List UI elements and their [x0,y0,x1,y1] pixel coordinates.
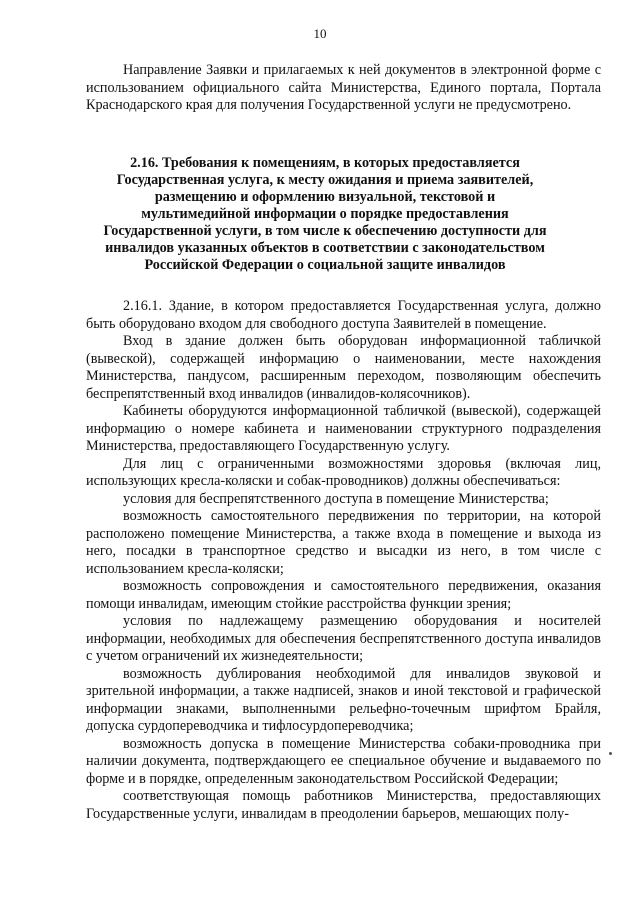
section-heading: 2.16. Требования к помещениям, в которых предоставляется Государственная услуга, к месту ожидания и приема заявителей, размещению и оформлению визуальной, текстовой и мультимедийной информации о порядке предоставления Государственной услуги, в том числе к обеспечению доступности для инвалидов указанных объектов в соответствии с законодательством Российской Федерации о социальной защите инвалидов [103,155,547,273]
page-number: 10 [313,26,327,41]
paragraph: возможность дублирования необходимой для инвалидов звуковой и зрительной информации, а также надписей, знаков и иной текстовой и графической информации знаками, выполненными рельефно-точечным шрифтом Брайля, допуска сурдопереводчика и тифлосурдопереводчика; [86,665,601,734]
paragraph: возможность самостоятельного передвижения по территории, на которой расположено помещение Министерства, а также входа в помещение и выхода из него, посадки в транспортное средство и высадки из него, в том числе с использованием кресла-коляски; [86,508,601,577]
paragraph: условия для беспрепятственного доступа в помещение Министерства; [123,490,549,507]
intro-paragraph: Направление Заявки и прилагаемых к ней документов в электронной форме с использованием официального сайта Министерства, Единого портала, Портала Краснодарского края для получения Государственной услуги не предусмотрено. [86,62,601,113]
paragraph: 2.16.1. Здание, в котором предоставляется Государственная услуга, должно быть оборудовано входом для свободного доступа Заявителей в помещение. [86,298,601,332]
intro-section [86,62,601,115]
scan-speck [609,752,612,755]
paragraph: Вход в здание должен быть оборудован информационной табличкой (вывеской), содержащей информацию о наименовании, месте нахождения Министерства, пандусом, расширенным переходом, позволяющим обеспечить беспрепятственный вход инвалидов (инвалидов-колясочников). [86,333,601,402]
paragraph: возможность допуска в помещение Министерства собаки-проводника при наличии документа, подтверждающего ее специальное обучение и выдаваемого по форме и в порядке, определенным законодательством Российской Федерации; [86,735,601,787]
paragraph: соответствующая помощь работников Министерства, предоставляющих Государственные услуги, инвалидам в преодолении барьеров, мешающих полу- [86,788,601,822]
section-body [86,298,601,823]
paragraph: Для лиц с ограниченными возможностями здоровья (включая лиц, использующих кресла-коляски и собак-проводников) должны обеспечиваться: [86,455,601,489]
paragraph: Кабинеты оборудуются информационной табличкой (вывеской), содержащей информацию о номере кабинета и наименовании структурного подразделения Министерства, предоставляющего Государственную услугу. [86,403,601,454]
paragraph: условия по надлежащему размещению оборудования и носителей информации, необходимых для обеспечения беспрепятственного доступа инвалидов с учетом ограничений их жизнедеятельности; [86,613,601,664]
paragraph: возможность сопровождения и самостоятельного передвижения, оказания помощи инвалидам, имеющим стойкие расстройства функции зрения; [86,578,601,612]
